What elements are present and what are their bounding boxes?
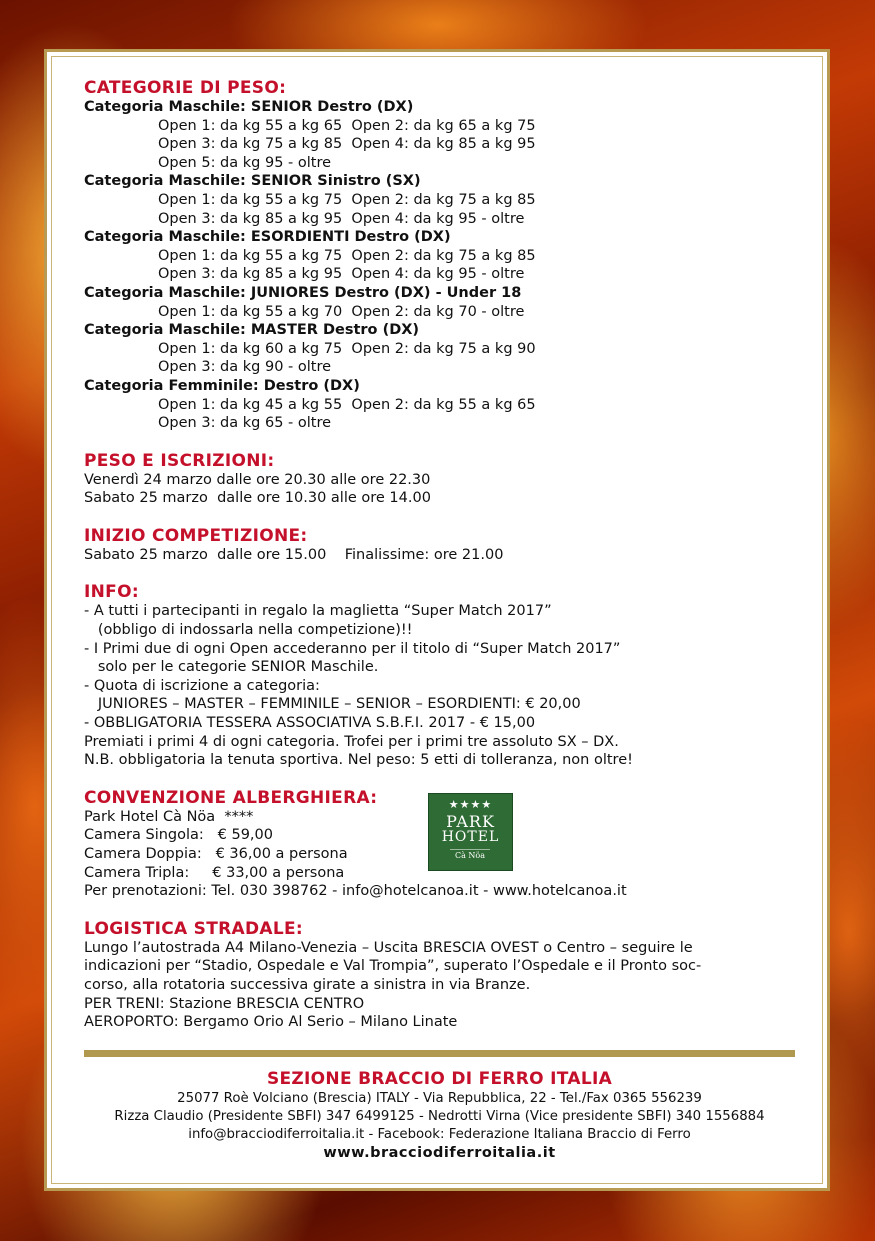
inizio-line: Sabato 25 marzo dalle ore 15.00 Finalissime: ore 21.00 <box>84 546 504 563</box>
logistica-line: Lungo l’autostrada A4 Milano-Venezia – Uscita BRESCIA OVEST o Centro – seguire le <box>84 939 693 956</box>
logistica-line: corso, alla rotatoria successiva girate a sinistra in via Branze. <box>84 976 531 993</box>
logo-line-park: PARK <box>446 812 495 831</box>
category-line: Open 1: da kg 55 a kg 75 Open 2: da kg 75 a kg 85 <box>158 191 536 208</box>
category-line: Open 5: da kg 95 - oltre <box>158 154 332 171</box>
category-line: Open 1: da kg 55 a kg 65 Open 2: da kg 65 a kg 75 <box>158 117 536 134</box>
category-line: Open 3: da kg 90 - oltre <box>158 359 332 376</box>
category-line: Open 1: da kg 55 a kg 70 Open 2: da kg 70 - oltre <box>158 303 525 320</box>
info-line: - I Primi due di ogni Open accederanno per il titolo di “Super Match 2017” <box>84 640 621 657</box>
category-title: Categoria Femminile: Destro (DX) <box>84 377 360 394</box>
category-line: Open 1: da kg 55 a kg 75 Open 2: da kg 75 a kg 85 <box>158 247 536 264</box>
category-line: Open 3: da kg 85 a kg 95 Open 4: da kg 95 - oltre <box>158 210 525 227</box>
logistica-heading: LOGISTICA STRADALE: <box>84 918 303 939</box>
categorie-list <box>84 98 804 433</box>
logo-line-hotel: HOTEL <box>441 829 500 845</box>
category-title: Categoria Maschile: MASTER Destro (DX) <box>84 322 420 339</box>
footer-email: info@bracciodiferroitalia.it - Facebook: Federazione Italiana Braccio di Ferro <box>188 1127 691 1142</box>
peso-line: Sabato 25 marzo dalle ore 10.30 alle ore 14.00 <box>84 490 431 507</box>
info-line: N.B. obbligatoria la tenuta sportiva. Nel peso: 5 etti di tolleranza, non oltre! <box>84 752 633 769</box>
park-hotel-logo <box>428 793 513 871</box>
info-line: - Quota di iscrizione a categoria: <box>84 677 320 694</box>
logistica-line: PER TRENI: Stazione BRESCIA CENTRO <box>84 995 365 1012</box>
category-title: Categoria Maschile: SENIOR Sinistro (SX) <box>84 173 421 190</box>
hotel-name: Park Hotel Cà Nöa **** <box>84 808 254 825</box>
convenzione-heading: CONVENZIONE ALBERGHIERA: <box>84 787 378 808</box>
room-price: Camera Doppia: € 36,00 a persona <box>84 846 348 862</box>
category-title: Categoria Maschile: JUNIORES Destro (DX) - Under 18 <box>84 284 522 301</box>
info-heading: INFO: <box>84 582 139 603</box>
footer-divider <box>84 1050 795 1057</box>
info-line: (obbligo di indossarla nella competizione)!! <box>84 622 413 639</box>
logistica-line: indicazioni per “Stadio, Ospedale e Val Trompia”, superato l’Ospedale e il Pronto soc- <box>84 958 702 975</box>
peso-heading: PESO E ISCRIZIONI: <box>84 450 275 471</box>
info-line: JUNIORES – MASTER – FEMMINILE – SENIOR – ESORDIENTI: € 20,00 <box>84 696 581 713</box>
hotel-stars-icon: ★★★★ <box>448 798 493 811</box>
info-line: - A tutti i partecipanti in regalo la maglietta “Super Match 2017” <box>84 603 552 620</box>
category-line: Open 3: da kg 65 - oltre <box>158 415 332 432</box>
footer-title: SEZIONE BRACCIO DI FERRO ITALIA <box>266 1069 613 1089</box>
room-price: Camera Singola: € 59,00 <box>84 827 273 844</box>
booking-contacts: Per prenotazioni: Tel. 030 398762 - info@hotelcanoa.it - www.hotelcanoa.it <box>84 883 627 900</box>
info-line: Premiati i primi 4 di ogni categoria. Trofei per i primi tre assoluto SX – DX. <box>84 733 619 750</box>
category-title: Categoria Maschile: ESORDIENTI Destro (DX) <box>84 229 451 246</box>
categorie-heading: CATEGORIE DI PESO: <box>84 78 287 98</box>
main-content <box>84 78 804 1032</box>
category-line: Open 3: da kg 75 a kg 85 Open 4: da kg 85 a kg 95 <box>158 136 536 153</box>
info-line: - OBBLIGATORIA TESSERA ASSOCIATIVA S.B.F.I. 2017 - € 15,00 <box>84 715 536 732</box>
peso-line: Venerdì 24 marzo dalle ore 20.30 alle ore 22.30 <box>84 471 431 488</box>
room-price: Camera Tripla: € 33,00 a persona <box>84 864 345 881</box>
logistica-line: AEROPORTO: Bergamo Orio Al Serio – Milano Linate <box>84 1014 458 1031</box>
footer-contacts: Rizza Claudio (Presidente SBFI) 347 6499125 - Nedrotti Virna (Vice presidente SBFI) 340 1556884 <box>114 1109 765 1124</box>
logo-line-canoa: Cà Nöa <box>450 849 490 861</box>
footer-website-link[interactable]: www.bracciodiferroitalia.it <box>323 1145 556 1161</box>
info-line: solo per le categorie SENIOR Maschile. <box>84 659 379 676</box>
category-line: Open 1: da kg 45 a kg 55 Open 2: da kg 55 a kg 65 <box>158 396 536 413</box>
category-line: Open 1: da kg 60 a kg 75 Open 2: da kg 75 a kg 90 <box>158 340 536 357</box>
footer <box>84 1068 795 1163</box>
category-title: Categoria Maschile: SENIOR Destro (DX) <box>84 99 414 115</box>
footer-address: 25077 Roè Volciano (Brescia) ITALY - Via Repubblica, 22 - Tel./Fax 0365 556239 <box>177 1091 702 1106</box>
category-line: Open 3: da kg 85 a kg 95 Open 4: da kg 95 - oltre <box>158 266 525 283</box>
inizio-heading: INIZIO COMPETIZIONE: <box>84 525 308 546</box>
